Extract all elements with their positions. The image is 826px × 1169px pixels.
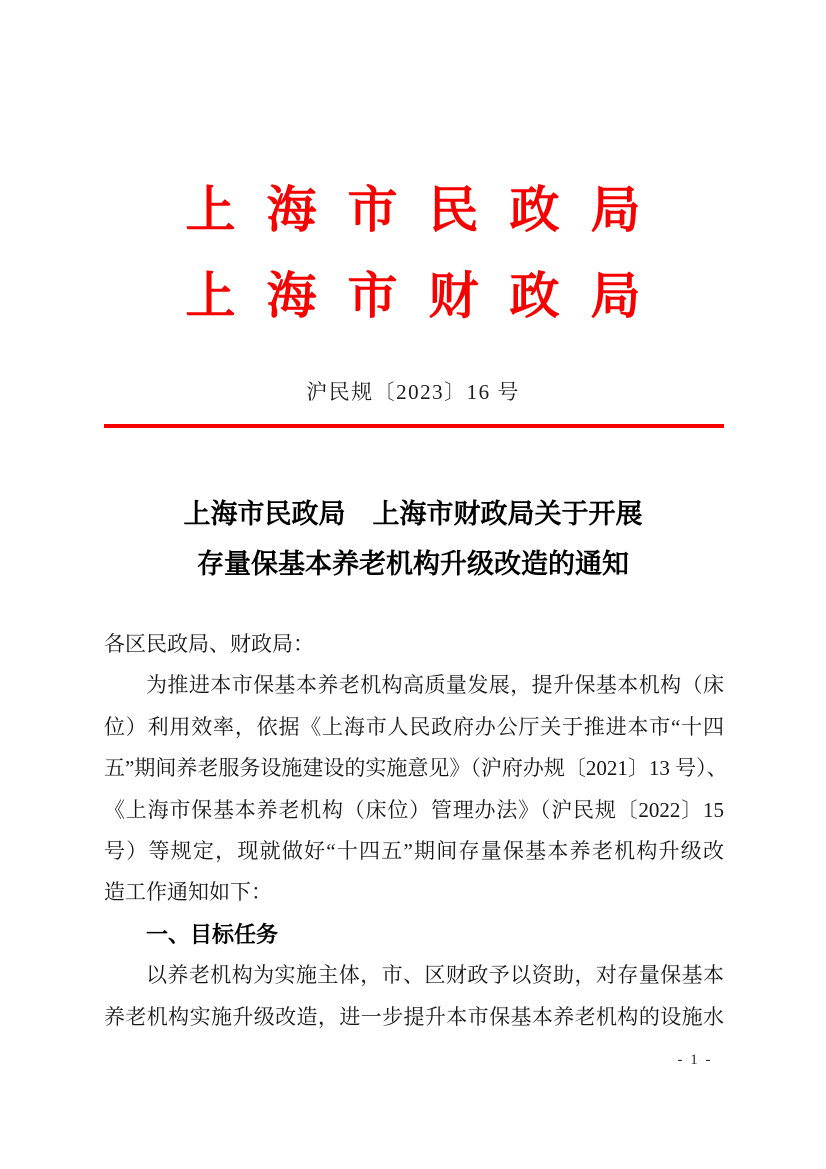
body-line: 位）利用效率，依据《上海市人民政府办公厅关于推进本市“十四 <box>104 714 724 739</box>
body-line: 五”期间养老服务设施建设的实施意见》（沪府办规〔2021〕13 号）、 <box>104 756 728 781</box>
body-line: 造工作通知如下： <box>104 880 272 905</box>
issuing-agency-civil-affairs: 上海市民政局 <box>185 182 672 238</box>
body-line: 《上海市保基本养老机构（床位）管理办法》（沪民规〔2022〕15 <box>104 797 724 822</box>
document-title-line1: 上海市民政局 上海市财政局关于开展 <box>183 499 643 529</box>
document-body <box>104 624 728 1038</box>
body-line: 号）等规定，现就做好“十四五”期间存量保基本养老机构升级改 <box>104 839 724 864</box>
document-reference-number: 沪民规〔2023〕16 号 <box>306 380 520 404</box>
body-line: 养老机构实施升级改造，进一步提升本市保基本养老机构的设施水 <box>104 1004 724 1029</box>
page-number: - 1 - <box>677 1052 713 1068</box>
document-title <box>103 489 723 589</box>
issuing-agency-finance: 上海市财政局 <box>185 268 672 324</box>
body-line: 以养老机构为实施主体，市、区财政予以资助，对存量保基本 <box>146 963 724 988</box>
body-line: 各区民政局、财政局： <box>104 632 314 656</box>
body-line: 为推进本市保基本养老机构高质量发展，提升保基本机构（床 <box>146 673 724 698</box>
letterhead <box>0 167 826 339</box>
body-line: 一、目标任务 <box>146 921 279 947</box>
document-title-line2: 存量保基本养老机构升级改造的通知 <box>197 549 629 579</box>
red-divider-line <box>104 424 724 428</box>
